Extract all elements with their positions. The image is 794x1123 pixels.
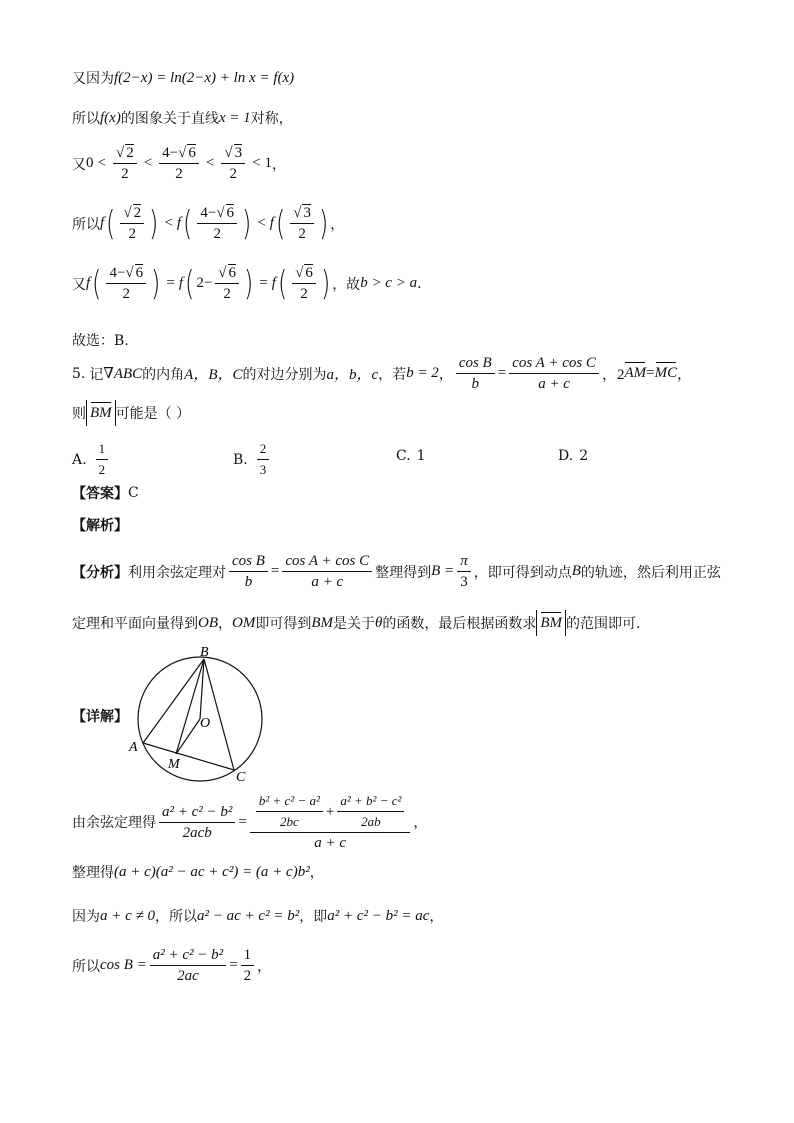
answer-line [72,483,139,503]
radicand: 6 [305,265,313,281]
triangle: ∇ABC [103,366,143,382]
numerator: cos B [456,354,495,374]
text: 所以 [72,958,100,975]
BM: BM [311,614,333,631]
option-c[interactable] [396,448,426,464]
minus: − [207,205,217,221]
numerator: a² + c² − b² [159,803,235,823]
step-4 [72,946,271,985]
f: f [86,275,91,291]
f: f [176,215,182,231]
num-4: 4 [109,265,117,281]
question-5-line2 [72,400,190,426]
answer-label: 【答案】 [72,486,128,502]
label-A: A [129,740,138,755]
fraction-sqrt2-over-2: $\frac{√ 2}{2}$ [120,204,144,243]
eq: = [229,957,238,973]
numerator: cos A + cos C [509,354,599,374]
cosB: cos B = [100,957,147,973]
num-2: 2 [196,275,204,291]
text: 的轨迹，然后利用正弦 [580,564,721,581]
text: ， [677,366,692,383]
eq: = [646,365,655,381]
text: 又 [72,276,86,293]
segment-BA [143,659,204,743]
text: ，即可得到动点 [473,564,572,581]
line-symmetry-premise [72,68,294,88]
vector-BM: BM [90,405,112,421]
analysis-label-line [72,515,128,535]
option-b[interactable] [233,440,272,479]
numerator: 2 [257,440,270,460]
fraction-cosA-cosC-over-a-c [282,552,372,591]
xiangjie-line [72,706,128,726]
radicand: 6 [226,205,235,221]
point-B: B [571,563,581,579]
fraction-cosB-over-b [456,354,495,393]
B-eq: B = [431,563,455,579]
text: 的对边分别为 [242,366,327,383]
line-function-inequality: 所以 f ( $\frac{√ 2}{2}$ ) < f ( $\frac{4-√ 6}{2}$ ) < f ( $\frac{√ 3}{2}$ ) ， [72,203,345,244]
denominator: 2 [298,226,306,242]
radicand: 6 [188,145,196,161]
segment-BO [200,659,204,719]
answer-value: C [128,485,139,501]
numerator: cos B [229,552,268,572]
text: ，若 [378,366,407,383]
denominator: a + c [314,835,347,851]
text: ， [272,156,287,173]
text: ，故 [332,276,361,293]
math-expression: x = 1 [218,109,251,126]
text: 整理得 [72,865,114,881]
denominator: 2bc [279,814,299,829]
text: 又因为 [72,71,114,87]
vector-BM: BM [540,615,563,631]
label-M: M [168,757,180,772]
text: ， [257,958,272,975]
denominator: 2 [229,166,237,182]
num-4: 4 [200,205,208,221]
minus: − [203,275,213,291]
lt: < [97,155,106,171]
denominator: 2 [175,166,183,182]
text: 则 [72,406,86,422]
question-5-line1 [72,354,691,393]
eq: = [497,365,507,381]
minus: − [116,265,126,281]
text: 可能是（ ） [115,406,191,422]
label-C: C [236,770,246,785]
fraction-sqrt3-over-2: $\frac{√ 3}{2}$ [221,144,245,183]
label-B: B [200,645,209,660]
text: 利用余弦定理对 [128,564,226,581]
f: f [269,215,274,231]
denominator: 2 [213,226,221,242]
math-expression: f(x) [100,109,121,126]
math-one: 1 [264,155,273,171]
fraction-half [241,946,255,985]
analysis-label: 【解析】 [72,518,128,534]
xiangjie-label: 【详解】 [72,709,128,725]
fraction-cosB-over-b [229,552,268,591]
eq: = [238,813,247,830]
fraction-cosA-cosC-over-a-c [509,354,599,393]
text: 是关于 [333,616,375,632]
segment-BC [204,659,234,770]
eq: = [259,275,268,291]
eq: = [270,563,280,579]
fraction-sqrt6-over-2: $\frac{√ 6}{2}$ [292,264,316,303]
line-symmetry [72,108,293,128]
fraction-4-minus-sqrt6-over-2: $\frac{4-√ 6}{2}$ [159,144,199,183]
text: 记 [89,366,104,383]
text: 因为 [72,909,100,925]
text: 的图象关于直线 [120,111,219,127]
denominator: 2 [121,166,129,182]
angles: A，B，C [184,367,243,383]
option-value: 2 [579,448,589,464]
text: 所以 [72,216,100,233]
denominator: 2ac [177,968,199,984]
abs-BM [86,400,116,426]
step-3 [72,906,443,926]
fraction-cosB [150,946,226,985]
option-a-fraction [96,440,109,479]
label-O: O [200,716,211,731]
radicand: 6 [135,265,144,281]
OM: OM [232,614,256,631]
text: 对称， [250,111,293,127]
option-b-fraction [257,440,270,479]
fenxi-line1 [72,552,721,591]
OB: OB [198,614,218,631]
math-expression: a + c ≠ 0 [100,907,156,924]
fenxi-label: 【分析】 [72,564,128,581]
text: ， [309,865,324,881]
lt: < [143,155,153,171]
numerator: b² + c² − a² [256,792,323,812]
denominator: 2 [122,286,131,302]
text: ， [218,616,232,632]
math-expression: f(2−x) = ln(2−x) + ln x = f(x) [114,69,295,86]
text: ， [429,909,444,925]
num-4: 4 [162,145,170,161]
text: ， [330,216,345,233]
lt: < [252,155,261,171]
denominator: 3 [460,574,468,590]
text: 由余弦定理得 [72,815,156,831]
fraction-sqrt6-over-2: $\frac{√ 6}{2}$ [215,264,239,303]
numerator: π [457,552,471,572]
text: . [417,275,422,292]
numerator: 1 [96,440,109,460]
denominator: b [244,574,253,590]
denominator: b [471,376,480,392]
line-function-equality: 又 f ( $\frac{4-√ 6}{2}$ ) = f ( 2 − $\frac{√ 6}{2}$ ) = f ( $\frac{√ 6}{2}$ ) ，故 b > c > a . [72,263,422,304]
denominator: 2 [300,286,308,302]
math-zero: 0 [86,155,94,171]
lt: < [205,155,215,171]
fraction-sqrt2-over-2: $\frac{√ 2}{2}$ [113,144,137,183]
denominator: a + c [311,574,344,590]
f: f [178,275,184,291]
eq: = [166,275,175,291]
denominator: 2 [223,286,231,302]
text: 又 [72,156,86,173]
option-d[interactable] [558,448,588,464]
text: 所以 [72,111,100,127]
option-label: D. [558,448,574,464]
denominator: 2 [98,462,106,477]
text: 的函数，最后根据函数求 [382,616,537,632]
text: ，即 [299,909,328,925]
math-expression: a² − ac + c² = b² [197,907,300,924]
fraction-pi-over-3 [457,552,471,591]
option-label: B. [233,451,248,468]
radicand: 2 [126,145,134,161]
numerator: a² + b² − c² [337,792,404,812]
condition-b: b = 2 [406,365,439,381]
circle-diagram [126,640,276,790]
fraction-4-minus-sqrt6-over-2: $\frac{4-√ 6}{2}$ [106,264,146,303]
fraction-4-minus-sqrt6-over-2: $\frac{4-√ 6}{2}$ [197,204,237,243]
fraction-sqrt3-over-2: $\frac{√ 3}{2}$ [290,204,314,243]
compound-fraction [250,792,411,852]
radicand: 3 [234,145,243,161]
denominator: 2acb [182,824,212,841]
text: 即可得到 [255,616,312,632]
question-number: 5. [72,365,86,382]
fenxi-line2 [72,610,641,636]
minus: − [169,145,179,161]
theta: θ [375,614,383,631]
radicand: 3 [303,205,311,221]
step-2 [72,862,324,882]
segment-OM [176,719,200,754]
numerator: 1 [241,946,255,966]
step-1-law-of-cosines [72,792,427,852]
denominator: a + c [538,376,570,392]
vector-coef: ，2 [601,367,625,383]
text: 的范围即可. [566,616,641,632]
line-inequality [72,144,286,183]
f: f [271,275,276,291]
text: 的内角 [142,366,185,383]
radicand: 6 [228,265,237,281]
denominator: 3 [259,462,267,477]
denominator: 2 [243,968,252,984]
fraction-lhs [159,803,235,842]
text: ， [438,366,453,383]
option-label: A. [72,451,87,468]
math-expression: a² + c² − b² = ac [327,907,430,924]
answer-choice-line [72,330,129,350]
text: 故选：B. [72,333,129,349]
numerator: a² + c² − b² [150,946,226,966]
denominator: 2ab [361,814,381,829]
conclusion: b > c > a [360,275,418,291]
segment-BM [176,659,204,754]
text: 整理得到 [375,564,432,581]
option-a[interactable] [72,440,111,479]
sides: a，b，c [326,367,379,383]
numerator: cos A + cos C [282,552,372,572]
plus: + [325,803,335,820]
denominator: 2 [128,226,137,242]
abs-BM [536,610,566,636]
vector-AM: AM [624,365,647,381]
option-label: C. [396,448,411,464]
lt: < [164,215,173,231]
radicand: 2 [133,205,142,221]
text: ，所以 [155,909,198,925]
vector-MC: MC [654,365,678,381]
text: 定理和平面向量得到 [72,616,198,632]
text: ， [413,815,428,831]
option-value: 1 [416,448,426,464]
math-expression: (a + c)(a² − ac + c²) = (a + c)b² [114,863,310,880]
segment-AC [143,743,234,770]
lt: < [257,215,266,231]
f: f [100,215,105,231]
